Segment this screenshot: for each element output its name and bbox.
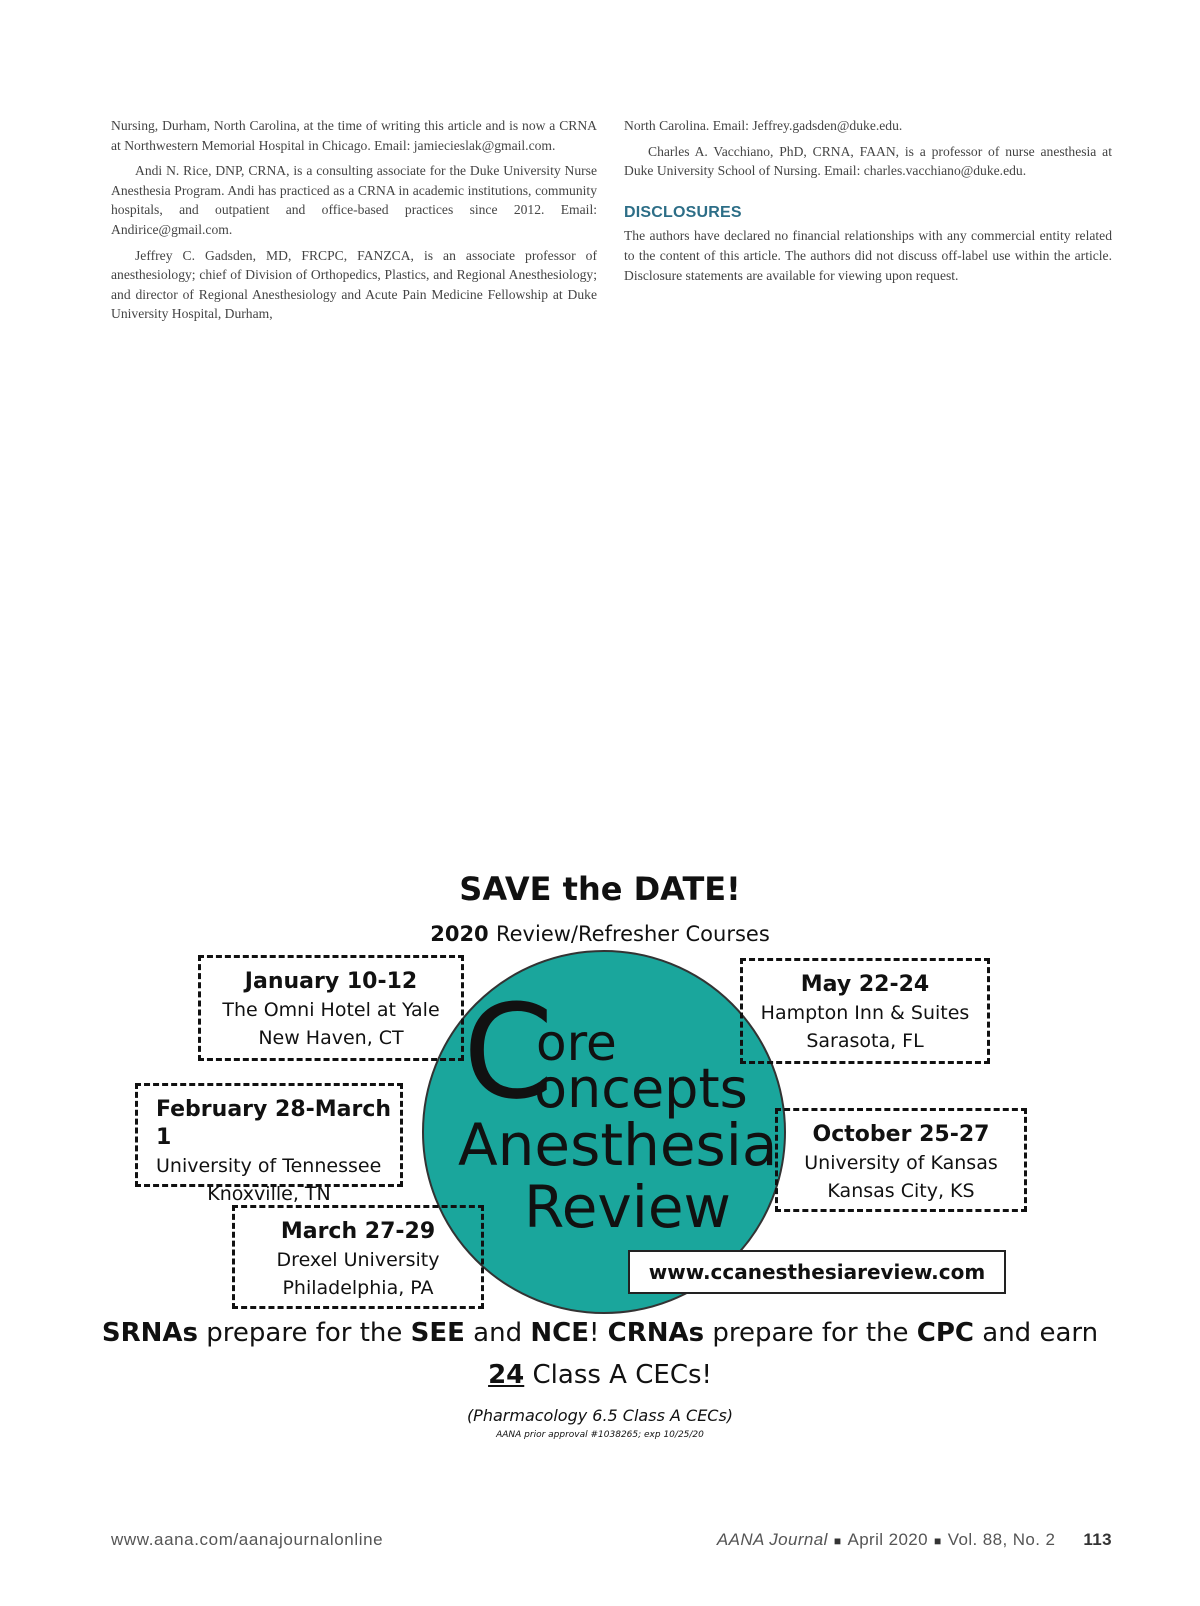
- session-city: Kansas City, KS: [827, 1180, 975, 1202]
- logo-oncepts: oncepts: [534, 1057, 748, 1120]
- right-text-column: [624, 116, 1112, 291]
- session-date: March 27-29: [280, 1219, 436, 1244]
- session-box-march: [232, 1205, 484, 1309]
- session-box-october: [775, 1108, 1027, 1212]
- logo-anesthesia: Anesthesia: [458, 1111, 778, 1179]
- ad-title: SAVE the DATE!: [459, 870, 741, 908]
- disclosures-heading: DISCLOSURES: [624, 203, 742, 221]
- advertisement: [0, 860, 1200, 1440]
- tag-text: and earn: [974, 1318, 1099, 1348]
- tag-nce: NCE: [530, 1318, 589, 1348]
- session-city: Philadelphia, PA: [282, 1277, 434, 1299]
- ad-subtitle-text: Review/Refresher Courses: [495, 922, 770, 946]
- paragraph: Andi N. Rice, DNP, CRNA, is a consulting associate for the Duke University Nurse Anesthesia Program. Andi has practiced as a CRNA in academic institutions, community hospitals, and outpatient and office-based practices since 2012. Email: Andirice@gmail.com.: [111, 163, 597, 237]
- page-number: 113: [1083, 1530, 1112, 1549]
- session-venue: Hampton Inn & Suites: [760, 1002, 970, 1024]
- footer-url[interactable]: www.aana.com/aanajournalonline: [111, 1530, 384, 1549]
- ad-subtitle-year: 2020: [430, 922, 489, 946]
- session-venue: University of Tennessee: [156, 1155, 382, 1177]
- separator-icon: ■: [934, 1534, 942, 1548]
- ad-cec-line: [0, 1360, 1200, 1390]
- session-city: New Haven, CT: [258, 1027, 404, 1049]
- paragraph: Jeffrey C. Gadsden, MD, FRCPC, FANZCA, is an associate professor of anesthesiology; chief of Division of Orthopedics, Plastics, and Regional Anesthesiology; and director of Regional Anesthesiology and Acute Pain Medicine Fellowship at Duke University Hospital, Durham,: [111, 247, 597, 322]
- logo-letter-c: C: [463, 976, 554, 1128]
- session-venue: University of Kansas: [804, 1152, 998, 1174]
- disclosures-text: The authors have declared no financial relationships with any commercial entity related to the content of this article. The authors did not discuss off-label use within the article. Disclosure statements are available for viewing upon request.: [624, 228, 1112, 283]
- session-date: May 22-24: [800, 972, 930, 997]
- session-date: January 10-12: [244, 969, 418, 994]
- session-date: February 28-March 1: [156, 1097, 392, 1150]
- tag-crnas: CRNAs: [607, 1318, 705, 1348]
- footer-citation: [717, 1530, 1112, 1550]
- session-box-february: [135, 1083, 403, 1205]
- tag-srnas: SRNAs: [101, 1318, 198, 1348]
- cec-text: Class A CECs!: [524, 1360, 712, 1390]
- logo-ore: ore: [536, 1014, 617, 1072]
- session-venue: The Omni Hotel at Yale: [222, 999, 440, 1021]
- paragraph: Charles A. Vacchiano, PhD, CRNA, FAAN, is a professor of nurse anesthesia at Duke University School of Nursing. Email: charles.vacchiano@duke.edu.: [624, 143, 1112, 179]
- ad-approval-note: AANA prior approval #1038265; exp 10/25/20: [496, 1430, 704, 1440]
- logo-review: Review: [524, 1173, 731, 1241]
- tag-text: prepare for the: [704, 1318, 917, 1348]
- tag-text: prepare for the: [198, 1318, 411, 1348]
- footer-date: April 2020: [847, 1530, 929, 1549]
- website-link[interactable]: www.ccanesthesiareview.com: [628, 1250, 1006, 1294]
- footer-journal: AANA Journal: [716, 1530, 828, 1549]
- session-box-january: [198, 955, 464, 1061]
- tag-text: !: [588, 1318, 608, 1348]
- session-venue: Drexel University: [276, 1249, 440, 1271]
- tag-see: SEE: [410, 1318, 465, 1348]
- ad-subtitle: [0, 922, 1200, 946]
- tag-text: and: [464, 1318, 531, 1348]
- ad-pharmacology-note: (Pharmacology 6.5 Class A CECs): [466, 1406, 734, 1425]
- session-box-may: [740, 958, 990, 1064]
- session-city: Knoxville, TN: [207, 1183, 331, 1205]
- tag-cpc: CPC: [916, 1318, 974, 1348]
- session-city: Sarasota, FL: [806, 1030, 924, 1052]
- separator-icon: ■: [833, 1534, 842, 1548]
- cec-count: 24: [488, 1360, 525, 1390]
- ad-tagline: [0, 1318, 1200, 1348]
- footer-volume: Vol. 88, No. 2: [947, 1530, 1056, 1549]
- left-text-column: [111, 116, 597, 330]
- paragraph: North Carolina. Email: Jeffrey.gadsden@duke.edu.: [624, 118, 903, 133]
- session-date: October 25-27: [812, 1122, 990, 1147]
- paragraph: Nursing, Durham, North Carolina, at the time of writing this article and is now a CRNA at Northwestern Memorial Hospital in Chicago. Email: jamiecieslak@gmail.com.: [111, 118, 597, 153]
